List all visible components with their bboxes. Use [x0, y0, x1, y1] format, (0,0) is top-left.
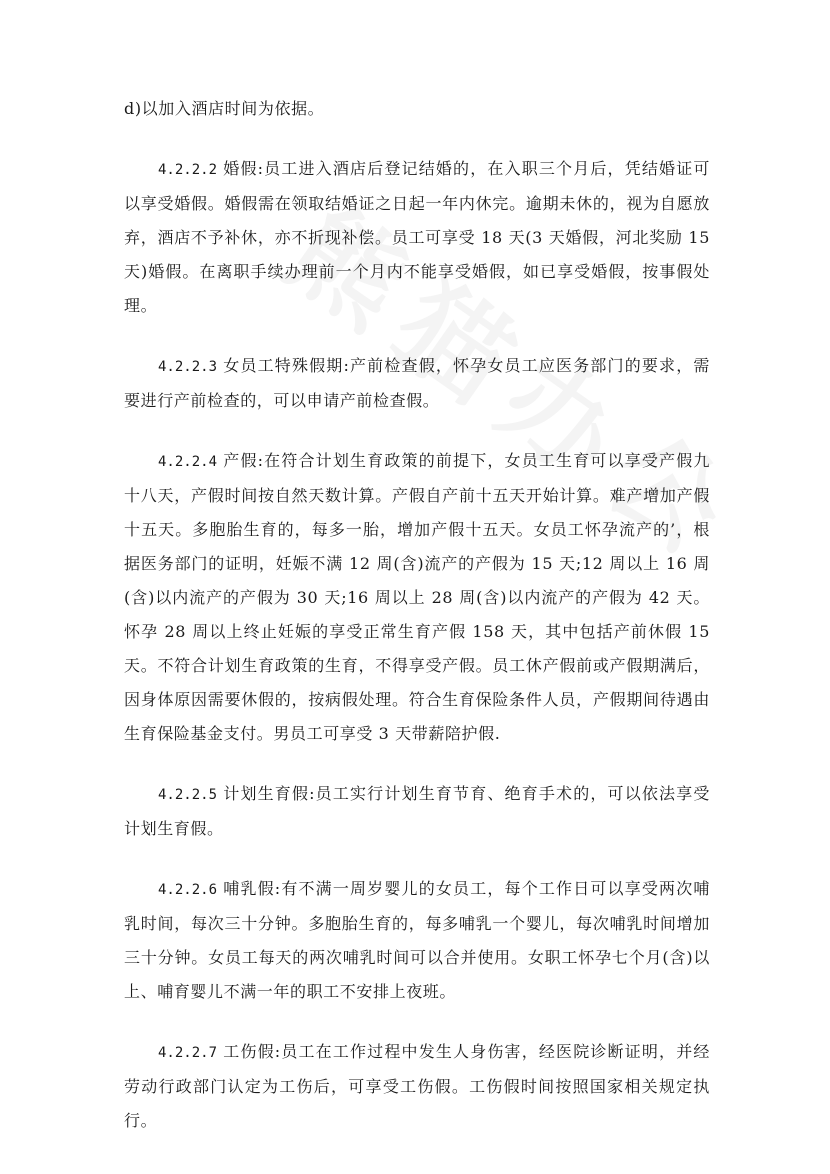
paragraph-4-2-2-5-family-planning-leave: [124, 777, 710, 846]
section-number: 4.2.2.7: [158, 1045, 218, 1061]
section-number: 4.2.2.3: [158, 359, 218, 375]
paragraph-4-2-2-4-maternity-leave: [124, 444, 710, 751]
section-number: 4.2.2.5: [158, 787, 218, 803]
section-number: 4.2.2.4: [158, 454, 218, 470]
paragraph-text: 产假:在符合计划生育政策的前提下，女员工生育可以享受产假九十八天，产假时间按自然天数计算。产假自产前十五天开始计算。难产增加产假十五天。多胞胎生育的，每多一胎，增加产假十五天。女员工怀孕流产的’，根据医务部门的证明，妊娠不满 12 周(含)流产的产假为 15 天;12 周以上 16 周(含)以内流产的产假为 30 天;16 周以上 28 周(含)以内流产的产假为 42 天。怀孕 28 周以上终止妊娠的享受正常生育产假 158 天，其中包括产前休假 15 天。不符合计划生育政策的生育，不得享受产假。员工休产假前或产假期满后，因身体原因需要休假的，按病假处理。符合生育保险条件人员，产假期间待遇由生育保险基金支付。男员工可享受 3 天带薪陪护假.: [124, 451, 710, 743]
paragraph-text: 哺乳假:有不满一周岁婴儿的女员工，每个工作日可以享受两次哺乳时间，每次三十分钟。多胞胎生育的，每多哺乳一个婴儿，每次哺乳时间增加三十分钟。女员工每天的两次哺乳时间可以合并使用。女职工怀孕七个月(含)以上、哺育婴儿不满一年的职工不安排上夜班。: [124, 879, 710, 1001]
paragraph-4-2-2-6-nursing-leave: [124, 872, 710, 1009]
section-number: 4.2.2.6: [158, 882, 218, 898]
paragraph-text: 女员工特殊假期:产前检查假，怀孕女员工应医务部门的要求，需要进行产前检查的，可以申请产前检查假。: [124, 356, 710, 410]
section-number: 4.2.2.2: [158, 162, 218, 178]
paragraph-4-2-2-3-prenatal-leave: [124, 349, 710, 418]
paragraph-4-2-2-2-marriage-leave: [124, 152, 710, 323]
paragraph-text: 婚假:员工进入酒店后登记结婚的，在入职三个月后，凭结婚证可以享受婚假。婚假需在领取结婚证之日起一年内休完。逾期未休的，视为自愿放弃，酒店不予补休，亦不折现补偿。员工可享受 18 天(3 天婚假，河北奖励 15 天)婚假。在离职手续办理前一个月内不能享受婚假，如已享受婚假，按事假处理。: [124, 159, 710, 315]
document-body: [124, 92, 710, 1164]
paragraph-text: d)以加入酒店时间为依据。: [124, 99, 325, 118]
paragraph-text: 计划生育假:员工实行计划生育节育、绝育手术的，可以依法享受计划生育假。: [124, 784, 710, 838]
paragraph-4-2-2-7-work-injury-leave: [124, 1035, 710, 1138]
paragraph-d: [124, 92, 710, 126]
paragraph-text: 工伤假:员工在工作过程中发生人身伤害，经医院诊断证明，并经劳动行政部门认定为工伤后，可享受工伤假。工伤假时间按照国家相关规定执行。: [124, 1042, 710, 1130]
